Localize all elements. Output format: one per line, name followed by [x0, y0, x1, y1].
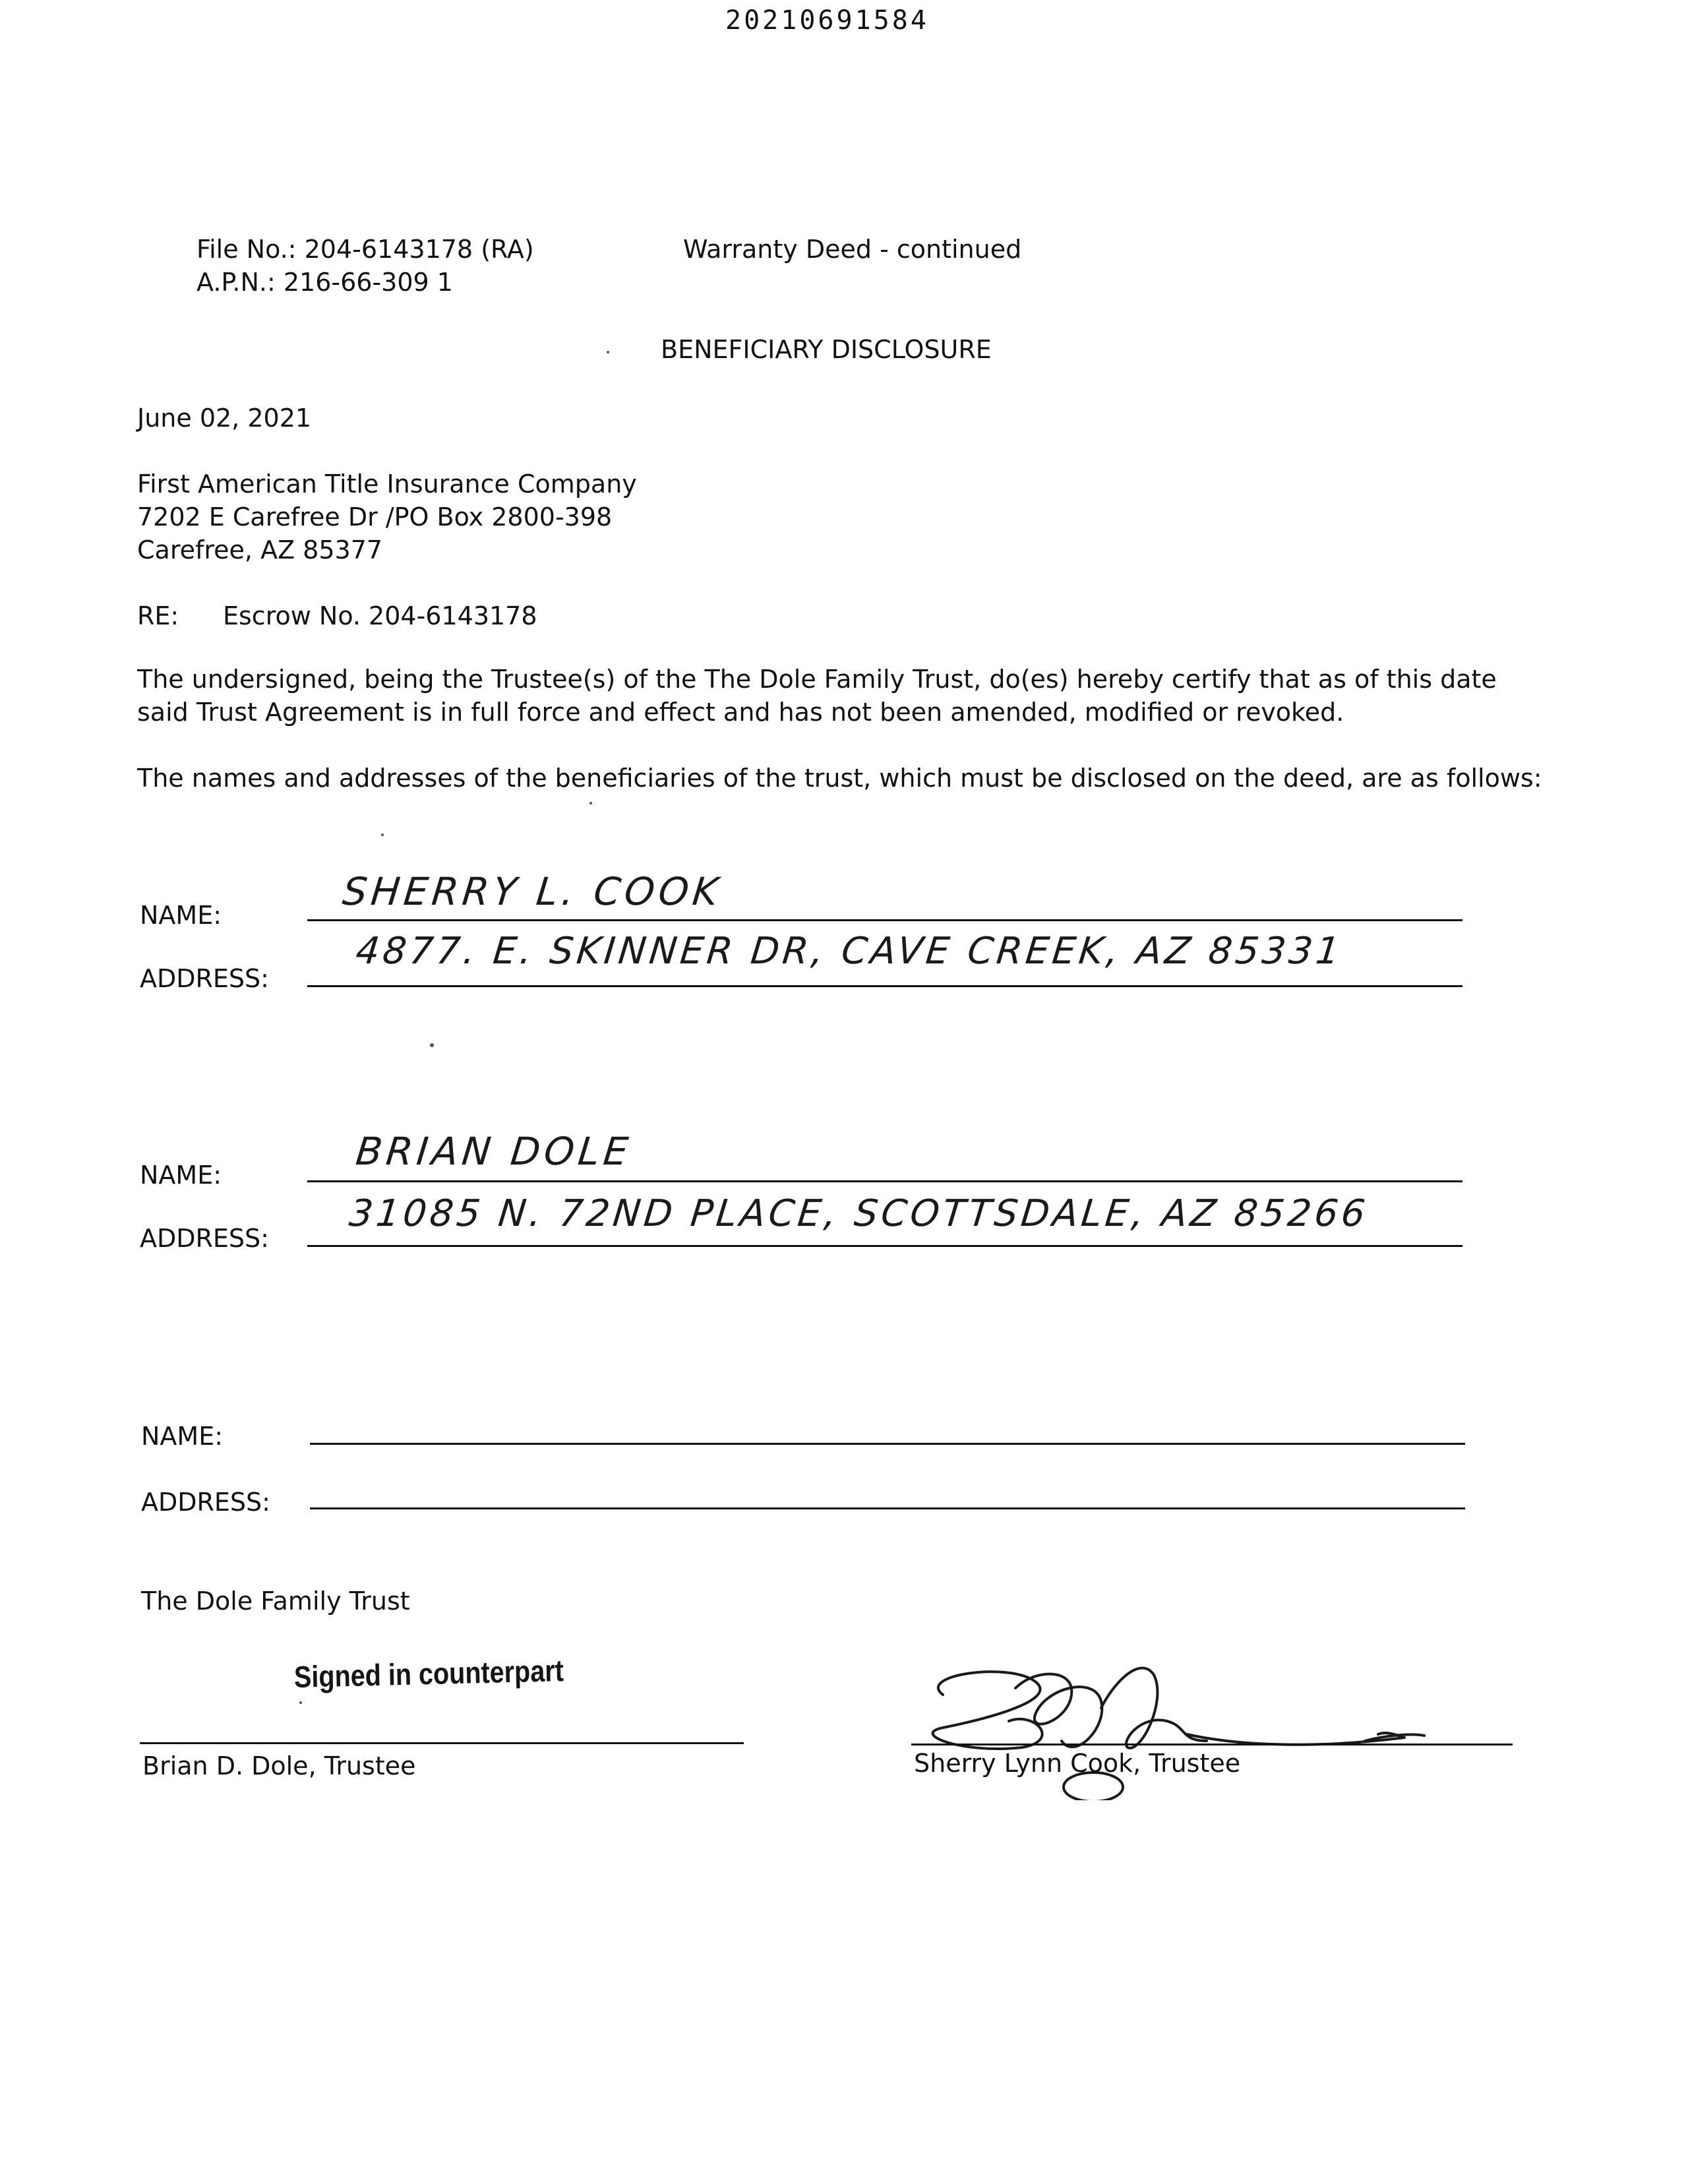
document-title: BENEFICIARY DISCLOSURE: [661, 335, 992, 364]
signature-stroke-l: [1015, 1674, 1102, 1747]
re-label: RE:: [137, 601, 179, 630]
beneficiary-3-name-label: NAME:: [141, 1422, 224, 1451]
beneficiaries-intro: The names and addresses of the beneficiaries of the trust, which must be disclosed on the deed, are as follows:: [137, 764, 1542, 793]
apn-number: A.P.N.: 216-66-309 1: [196, 268, 453, 297]
file-number: File No.: 204-6143178 (RA): [196, 235, 534, 264]
beneficiary-2-address-handwritten: 31085 N. 72ND PLACE, SCOTTSDALE, AZ 85266: [347, 1192, 1371, 1235]
scan-speck: [381, 834, 384, 836]
beneficiary-1-address-handwritten: 4877. E. SKINNER DR, CAVE CREEK, AZ 85331: [353, 930, 1345, 973]
beneficiary-1-name-line: [307, 919, 1462, 921]
beneficiary-1-name-label: NAME:: [140, 901, 222, 930]
warranty-deed-continued: Warranty Deed - continued: [683, 235, 1022, 264]
signature-stroke-s: [933, 1672, 1042, 1749]
left-signature-line: [140, 1742, 744, 1744]
escrow-number: Escrow No. 204-6143178: [223, 601, 537, 630]
right-signature-line: [911, 1744, 1513, 1745]
scan-speck: [607, 351, 609, 353]
certification-line-2: said Trust Agreement is in full force and effect and has not been amended, modified or revoked.: [137, 698, 1344, 727]
right-signer-name: Sherry Lynn Cook, Trustee: [914, 1749, 1241, 1778]
beneficiary-2-name-line: [307, 1180, 1462, 1182]
beneficiary-2-name-handwritten: BRIAN DOLE: [353, 1129, 634, 1174]
certification-line-1: The undersigned, being the Trustee(s) of the The Dole Family Trust, do(es) hereby certify that as of this date: [137, 665, 1497, 694]
left-signer-name: Brian D. Dole, Trustee: [142, 1751, 416, 1780]
trust-name: The Dole Family Trust: [141, 1587, 410, 1616]
addressee-city: Carefree, AZ 85377: [137, 535, 383, 564]
scan-speck: [589, 802, 592, 804]
scan-speck: [430, 1043, 434, 1047]
signed-in-counterpart-stamp: Signed in counterpart: [293, 1653, 564, 1694]
beneficiary-2-address-label: ADDRESS:: [140, 1224, 269, 1253]
document-date: June 02, 2021: [137, 404, 312, 433]
addressee-street: 7202 E Carefree Dr /PO Box 2800-398: [137, 502, 613, 531]
scan-speck: [299, 1701, 302, 1704]
beneficiary-1-address-label: ADDRESS:: [140, 964, 269, 993]
beneficiary-2-address-line: [307, 1245, 1462, 1247]
beneficiary-1-name-handwritten: SHERRY L. COOK: [340, 869, 725, 914]
beneficiary-3-address-line: [310, 1507, 1465, 1509]
beneficiary-3-address-label: ADDRESS:: [141, 1488, 270, 1517]
beneficiary-2-name-label: NAME:: [140, 1161, 222, 1190]
document-number: 20210691584: [725, 5, 929, 36]
beneficiary-1-address-line: [307, 985, 1462, 987]
addressee-company: First American Title Insurance Company: [137, 470, 637, 499]
beneficiary-3-name-line: [310, 1443, 1465, 1445]
